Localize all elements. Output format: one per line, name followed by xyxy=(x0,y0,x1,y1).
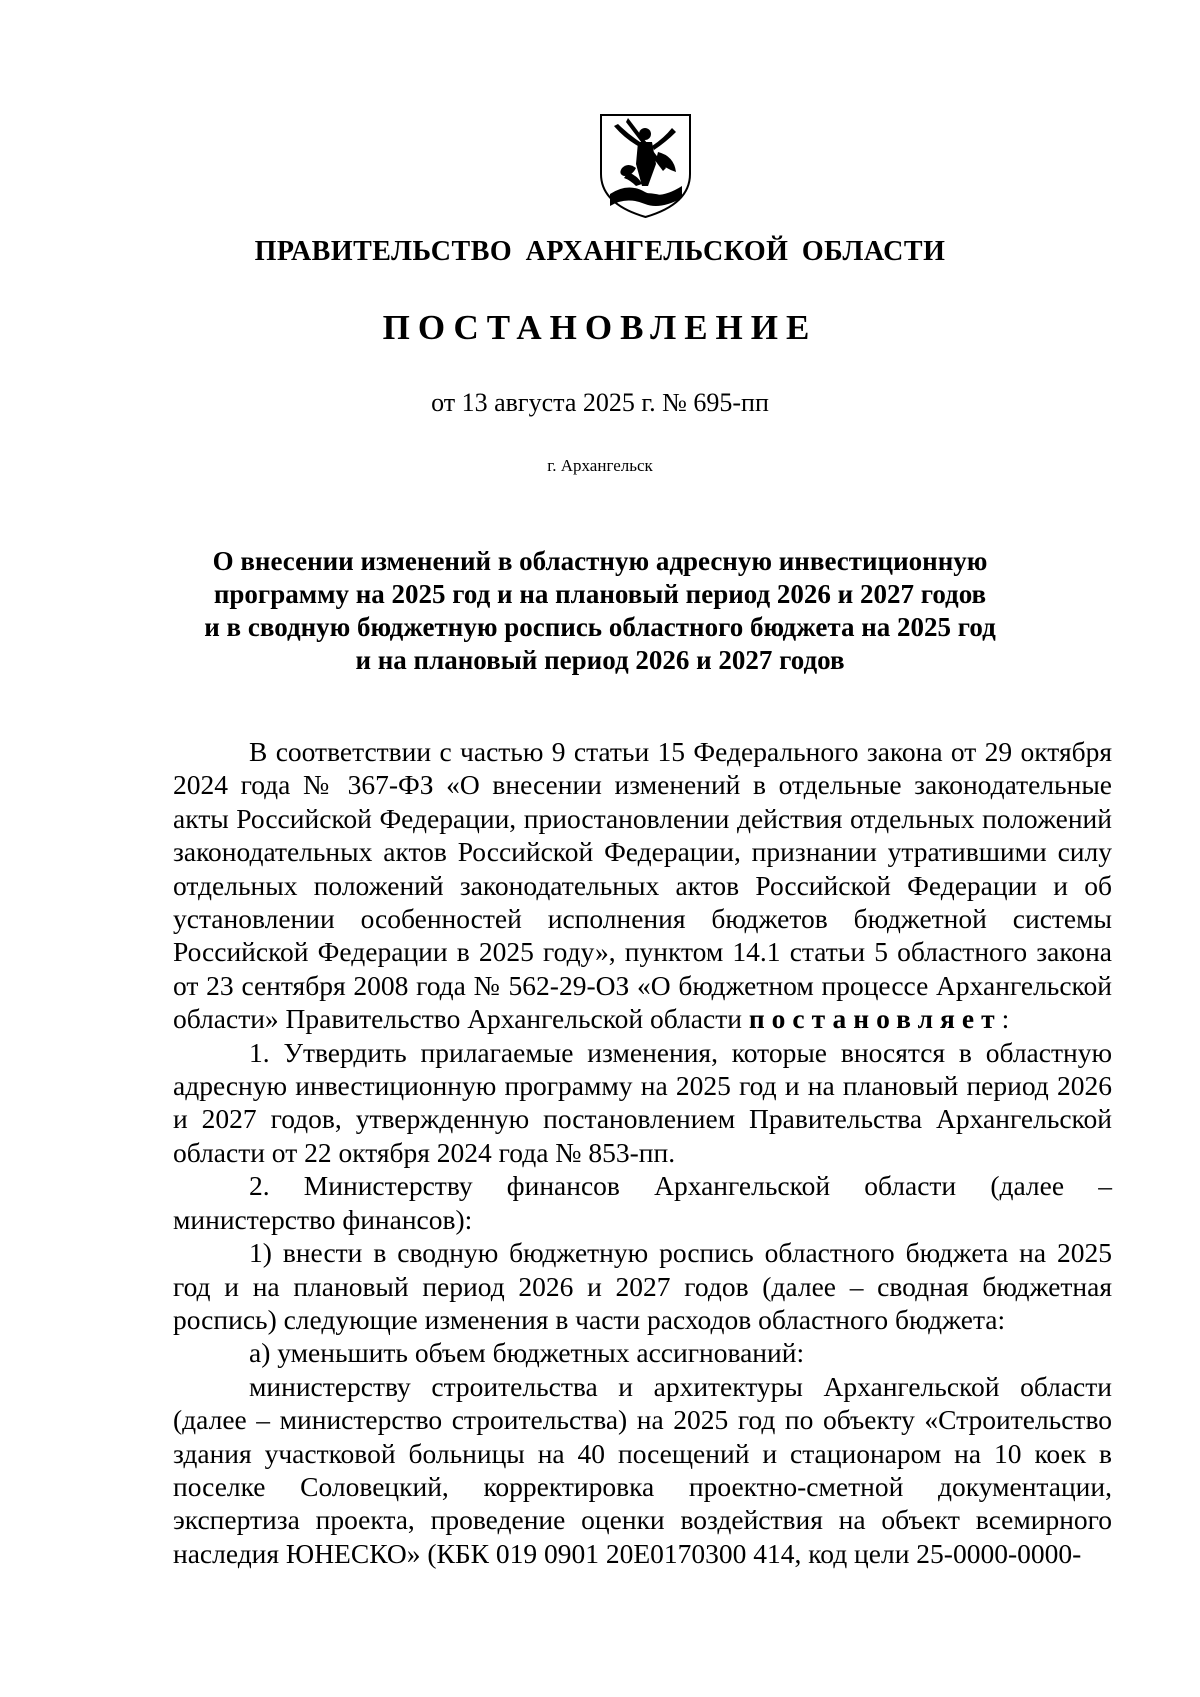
title-line: О внесении изменений в областную адресную инвестиционную xyxy=(212,546,988,576)
paragraph-item-2: 2. Министерству финансов Архангельской области (далее – министерство финансов): xyxy=(173,1170,1112,1235)
document-city: г. Архангельск xyxy=(547,456,653,475)
paragraph-item-1: 1. Утвердить прилагаемые изменения, которые вносятся в областную адресную инвестиционную программу на 2025 год и на плановый период 2026 и 2027 годов, утвержденную постановлением Правительства Архангельской области от 22 октября 2024 года № 853-пп. xyxy=(173,1036,1112,1168)
title-line: и на плановый период 2026 и 2027 годов xyxy=(355,645,845,675)
paragraph-item-2-1-a-text: министерству строительства и архитектуры Архангельской области (далее – министерство строительства) на 2025 год по объекту «Строительство здания участковой больницы на 40 посещений и стационаром на 10 коек в поселке Соловецкий, корректировка проектно-сметной документации, экспертиза проекта, проведение оценки воздействия на объект всемирного наследия ЮНЕСКО» (КБК 019 0901 20Е0170300 414, код цели 25-0000-0000- xyxy=(173,1370,1112,1569)
document-body xyxy=(173,735,1112,1570)
intro-verb: постановляет xyxy=(748,1003,1002,1035)
paragraph-item-2-1-a: а) уменьшить объем бюджетных ассигнований: xyxy=(249,1337,805,1369)
document-title xyxy=(190,545,1010,677)
document-date-number: от 13 августа 2025 г. № 695-пп xyxy=(431,388,769,417)
paragraph-item-2-1: 1) внести в сводную бюджетную роспись областного бюджета на 2025 год и на плановый период 2026 и 2027 годов (далее – сводная бюджетная роспись) следующие изменения в части расходов областного бюджета: xyxy=(173,1237,1112,1335)
title-line: программу на 2025 год и на плановый период 2026 и 2027 годов xyxy=(213,579,987,609)
government-name: ПРАВИТЕЛЬСТВО АРХАНГЕЛЬСКОЙ ОБЛАСТИ xyxy=(254,236,946,267)
intro-text: В соответствии с частью 9 статьи 15 Федерального закона от 29 октября 2024 года № 367-ФЗ «О внесении изменений в отдельные законодательные акты Российской Федерации, приостановлении действия отдельных положений законодательных актов Российской Федерации, признании утратившими силу отдельных положений законодательных актов Российской Федерации и об установлении особенностей исполнения бюджетов бюджетной системы Российской Федерации в 2025 году», пунктом 14.1 статьи 5 областного закона от 23 сентября 2008 года № 562-29-ОЗ «О бюджетном процессе Архангельской области» Правительство Архангельской области xyxy=(173,736,1112,1035)
intro-end: : xyxy=(1001,1003,1010,1035)
coat-of-arms-icon xyxy=(598,112,693,220)
title-line: и в сводную бюджетную роспись областного бюджета на 2025 год xyxy=(204,612,996,642)
document-type: ПОСТАНОВЛЕНИЕ xyxy=(382,308,818,347)
intro-paragraph xyxy=(173,735,1112,1036)
